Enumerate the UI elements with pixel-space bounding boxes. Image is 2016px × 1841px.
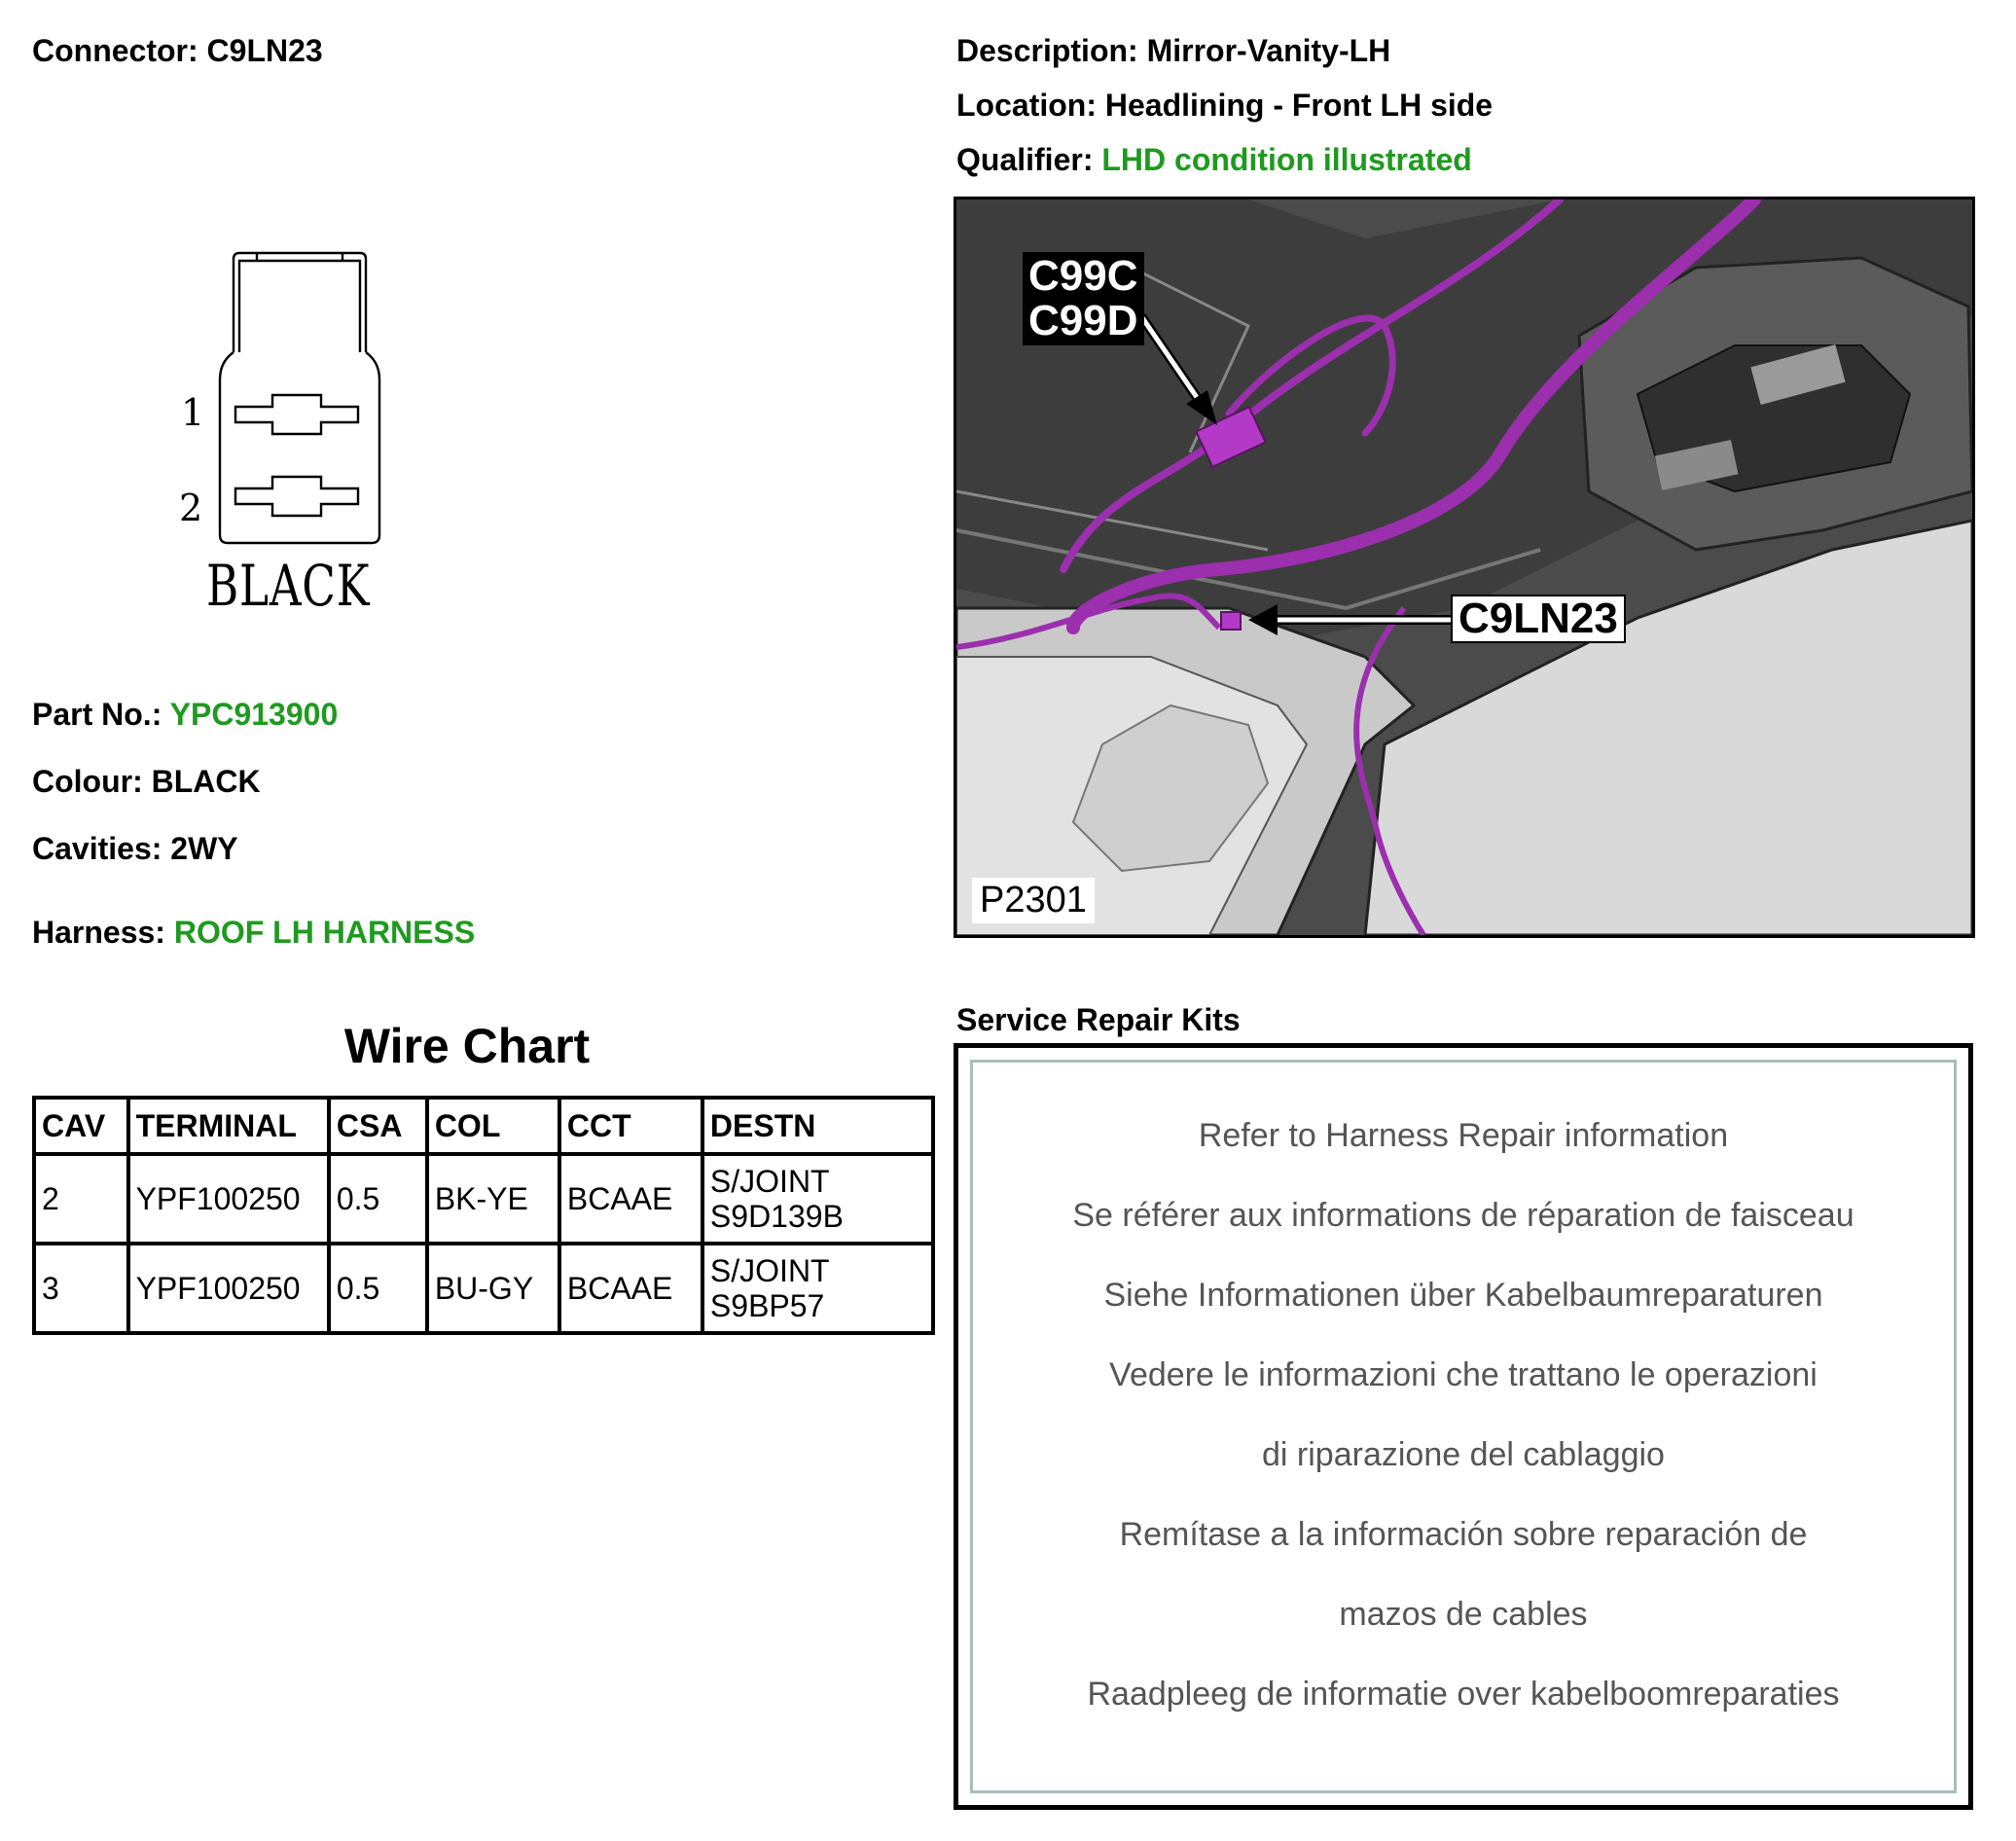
harness-location-image bbox=[954, 197, 1975, 938]
column-header-col: COL bbox=[427, 1098, 559, 1154]
cell-destn: S/JOINT S9BP57 bbox=[702, 1244, 933, 1333]
location-field bbox=[956, 88, 1493, 124]
cell-cav: 3 bbox=[34, 1244, 128, 1333]
repair-line-nl: Raadpleeg de informatie over kabelboomreparaties bbox=[1087, 1676, 1840, 1713]
repair-line-es-2: mazos de cables bbox=[1339, 1596, 1588, 1633]
repair-line-de: Siehe Informationen über Kabelbaumreparaturen bbox=[1103, 1277, 1823, 1314]
pin-number-1: 1 bbox=[181, 391, 205, 434]
colour-value: BLACK bbox=[151, 764, 261, 799]
cell-cct: BCAAE bbox=[559, 1154, 702, 1244]
description-label: Description: bbox=[956, 33, 1138, 68]
cavities-field bbox=[32, 831, 238, 867]
location-value: Headlining - Front LH side bbox=[1104, 88, 1494, 123]
cell-cct: BCAAE bbox=[559, 1244, 702, 1333]
table-row bbox=[34, 1244, 933, 1333]
pin-number-2: 2 bbox=[179, 487, 203, 529]
cavities-label: Cavities: bbox=[32, 831, 162, 866]
connector-label: Connector: bbox=[32, 33, 198, 68]
colour-label: Colour: bbox=[32, 764, 143, 799]
table-row bbox=[34, 1154, 933, 1244]
cell-col: BK-YE bbox=[427, 1154, 559, 1244]
part-no-value: YPC913900 bbox=[169, 697, 339, 732]
cell-csa: 0.5 bbox=[329, 1244, 427, 1333]
photo-reference-id: P2301 bbox=[972, 878, 1095, 923]
callout-c9ln23: C9LN23 bbox=[1451, 595, 1626, 643]
colour-field bbox=[32, 764, 261, 800]
callout-c99c: C99C bbox=[1028, 252, 1138, 300]
cavities-value: 2WY bbox=[170, 831, 238, 866]
cell-destn: S/JOINT S9D139B bbox=[702, 1154, 933, 1244]
description-field bbox=[956, 33, 1390, 69]
column-header-terminal: TERMINAL bbox=[128, 1098, 329, 1154]
cell-terminal: YPF100250 bbox=[128, 1244, 329, 1333]
repair-line-en: Refer to Harness Repair information bbox=[1198, 1117, 1729, 1154]
repair-line-es-1: Remítase a la información sobre reparación de bbox=[1119, 1516, 1808, 1553]
callout-c99d: C99D bbox=[1028, 297, 1138, 344]
connector-value: C9LN23 bbox=[206, 33, 323, 68]
repair-line-it-2: di riparazione del cablaggio bbox=[1262, 1436, 1665, 1473]
location-label: Location: bbox=[956, 88, 1097, 123]
column-header-cct: CCT bbox=[559, 1098, 702, 1154]
repair-line-it-1: Vedere le informazioni che trattano le operazioni bbox=[1109, 1356, 1818, 1393]
harness-value: ROOF LH HARNESS bbox=[173, 915, 476, 950]
wire-chart-table bbox=[32, 1096, 935, 1335]
column-header-csa: CSA bbox=[329, 1098, 427, 1154]
qualifier-field bbox=[956, 142, 1472, 178]
connector-face-drawing bbox=[165, 243, 399, 619]
table-header-row bbox=[34, 1098, 933, 1154]
cell-cav: 2 bbox=[34, 1154, 128, 1244]
connector-field bbox=[32, 33, 323, 69]
cell-col: BU-GY bbox=[427, 1244, 559, 1333]
harness-field bbox=[32, 915, 475, 951]
qualifier-label: Qualifier: bbox=[956, 142, 1094, 177]
description-value: Mirror-Vanity-LH bbox=[1146, 33, 1391, 68]
repair-kits-box bbox=[954, 1043, 1973, 1810]
column-header-destn: DESTN bbox=[702, 1098, 933, 1154]
repair-kits-inner-border bbox=[970, 1060, 1957, 1793]
column-header-cav: CAV bbox=[34, 1098, 128, 1154]
wire-chart-title: Wire Chart bbox=[343, 1019, 591, 1073]
part-no-field bbox=[32, 697, 338, 733]
repair-kits-title: Service Repair Kits bbox=[956, 1002, 1241, 1037]
part-no-label: Part No.: bbox=[32, 697, 162, 732]
qualifier-value: LHD condition illustrated bbox=[1101, 142, 1472, 177]
cell-csa: 0.5 bbox=[329, 1154, 427, 1244]
callout-c99c-c99d bbox=[1023, 252, 1144, 345]
repair-line-fr: Se référer aux informations de réparation de faisceau bbox=[1072, 1197, 1854, 1234]
harness-label: Harness: bbox=[32, 915, 165, 950]
connector-colour-caption: BLACK bbox=[206, 553, 371, 619]
cell-terminal: YPF100250 bbox=[128, 1154, 329, 1244]
